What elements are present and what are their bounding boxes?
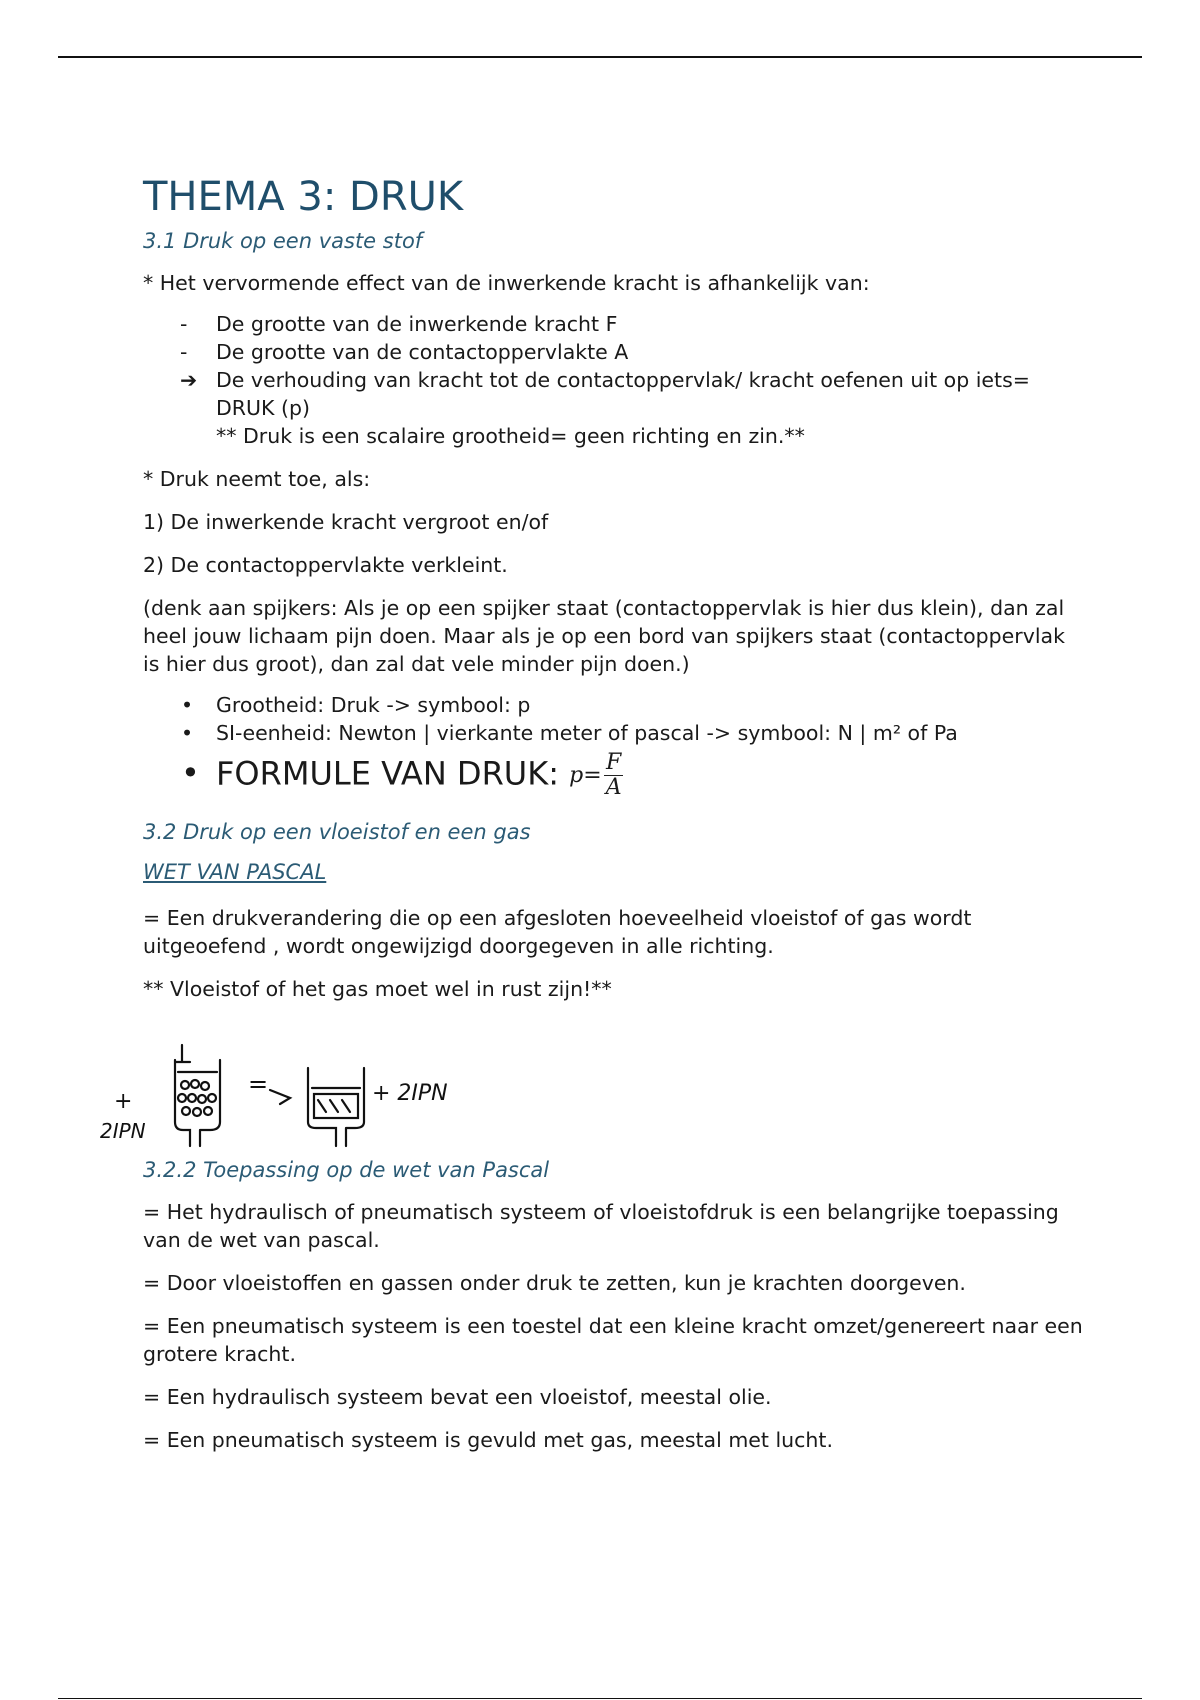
bullet-icon: • xyxy=(181,721,194,745)
sketch-plus: + xyxy=(114,1089,133,1114)
application-line: = Een hydraulisch systeem bevat een vloeistof, meestal olie. xyxy=(143,1385,772,1409)
application-line: = Een pneumatisch systeem is gevuld met gas, meestal met lucht. xyxy=(143,1428,833,1452)
list-item-text: De grootte van de inwerkende kracht F xyxy=(216,312,618,336)
condition-1: 1) De inwerkende kracht vergroot en/of xyxy=(143,510,549,534)
dash-marker: - xyxy=(180,340,188,364)
formula-item xyxy=(143,751,1083,800)
list-item xyxy=(143,366,1083,422)
list-item xyxy=(143,310,1083,338)
section-heading-3-2-2: 3.2.2 Toepassing op de wet van Pascal xyxy=(143,1158,550,1182)
pressure-formula xyxy=(569,751,623,800)
document-body xyxy=(143,175,1083,1469)
page-title: THEMA 3: DRUK xyxy=(143,174,464,220)
list-item-text: De verhouding van kracht tot de contactoppervlak/ kracht oefenen uit op iets= DRUK (p) xyxy=(216,368,1030,420)
application-line: = Het hydraulisch of pneumatisch systeem of vloeistofdruk is een belangrijke toepassing van de wet van pascal. xyxy=(143,1200,1059,1252)
list-item xyxy=(143,422,1083,450)
formula-lhs: p= xyxy=(569,762,602,788)
arrow-icon: ➔ xyxy=(180,368,198,392)
scalar-note: ** Druk is een scalaire grootheid= geen richting en zin.** xyxy=(216,424,805,448)
footer-rule xyxy=(58,1698,1142,1699)
pascal-sketch xyxy=(100,1040,520,1150)
increase-paragraph: * Druk neemt toe, als: xyxy=(143,467,371,491)
law-definition: = Een drukverandering die op een afgesloten hoeveelheid vloeistof of gas wordt uitgeoefend , wordt ongewijzigd doorgegeven in alle richting. xyxy=(143,906,972,958)
factor-list xyxy=(143,310,1083,450)
law-title: WET VAN PASCAL xyxy=(143,860,327,884)
list-item-text: SI-eenheid: Newton | vierkante meter of pascal -> symbool: N | m² of Pa xyxy=(216,721,958,745)
section-heading-3-1: 3.1 Druk op een vaste stof xyxy=(143,229,423,253)
header-rule xyxy=(58,56,1142,58)
dash-marker: - xyxy=(180,312,188,336)
formula-denominator: A xyxy=(605,775,622,800)
condition-2: 2) De contactoppervlakte verkleint. xyxy=(143,553,508,577)
quantity-list xyxy=(143,691,1083,800)
list-item xyxy=(143,691,1083,719)
formula-label: FORMULE VAN DRUK: xyxy=(216,754,559,793)
list-item xyxy=(143,719,1083,747)
intro-paragraph: * Het vervormende effect van de inwerkende kracht is afhankelijk van: xyxy=(143,271,870,295)
example-paragraph: (denk aan spijkers: Als je op een spijker staat (contactoppervlak is hier dus klein), dan zal heel jouw lichaam pijn doen. Maar als je op een bord van spijkers staat (contactoppervlak is hier dus groot), dan zal dat vele minder pijn doen.) xyxy=(143,596,1065,676)
rest-note: ** Vloeistof of het gas moet wel in rust zijn!** xyxy=(143,977,612,1001)
sketch-right-label: + 2IPN xyxy=(372,1081,448,1106)
section-heading-3-2: 3.2 Druk op een vloeistof en een gas xyxy=(143,820,531,844)
formula-numerator: F xyxy=(606,750,622,775)
sketch-left-label: 2IPN xyxy=(100,1119,146,1143)
list-item xyxy=(143,338,1083,366)
bullet-icon: • xyxy=(181,693,194,717)
application-line: = Door vloeistoffen en gassen onder druk te zetten, kun je krachten doorgeven. xyxy=(143,1271,966,1295)
list-item-text: Grootheid: Druk -> symbool: p xyxy=(216,693,531,717)
application-line: = Een pneumatisch systeem is een toestel dat een kleine kracht omzet/genereert naar een grotere kracht. xyxy=(143,1314,1083,1366)
bullet-icon: • xyxy=(181,754,200,792)
sketch-equals: = xyxy=(248,1070,269,1098)
list-item-text: De grootte van de contactoppervlakte A xyxy=(216,340,629,364)
